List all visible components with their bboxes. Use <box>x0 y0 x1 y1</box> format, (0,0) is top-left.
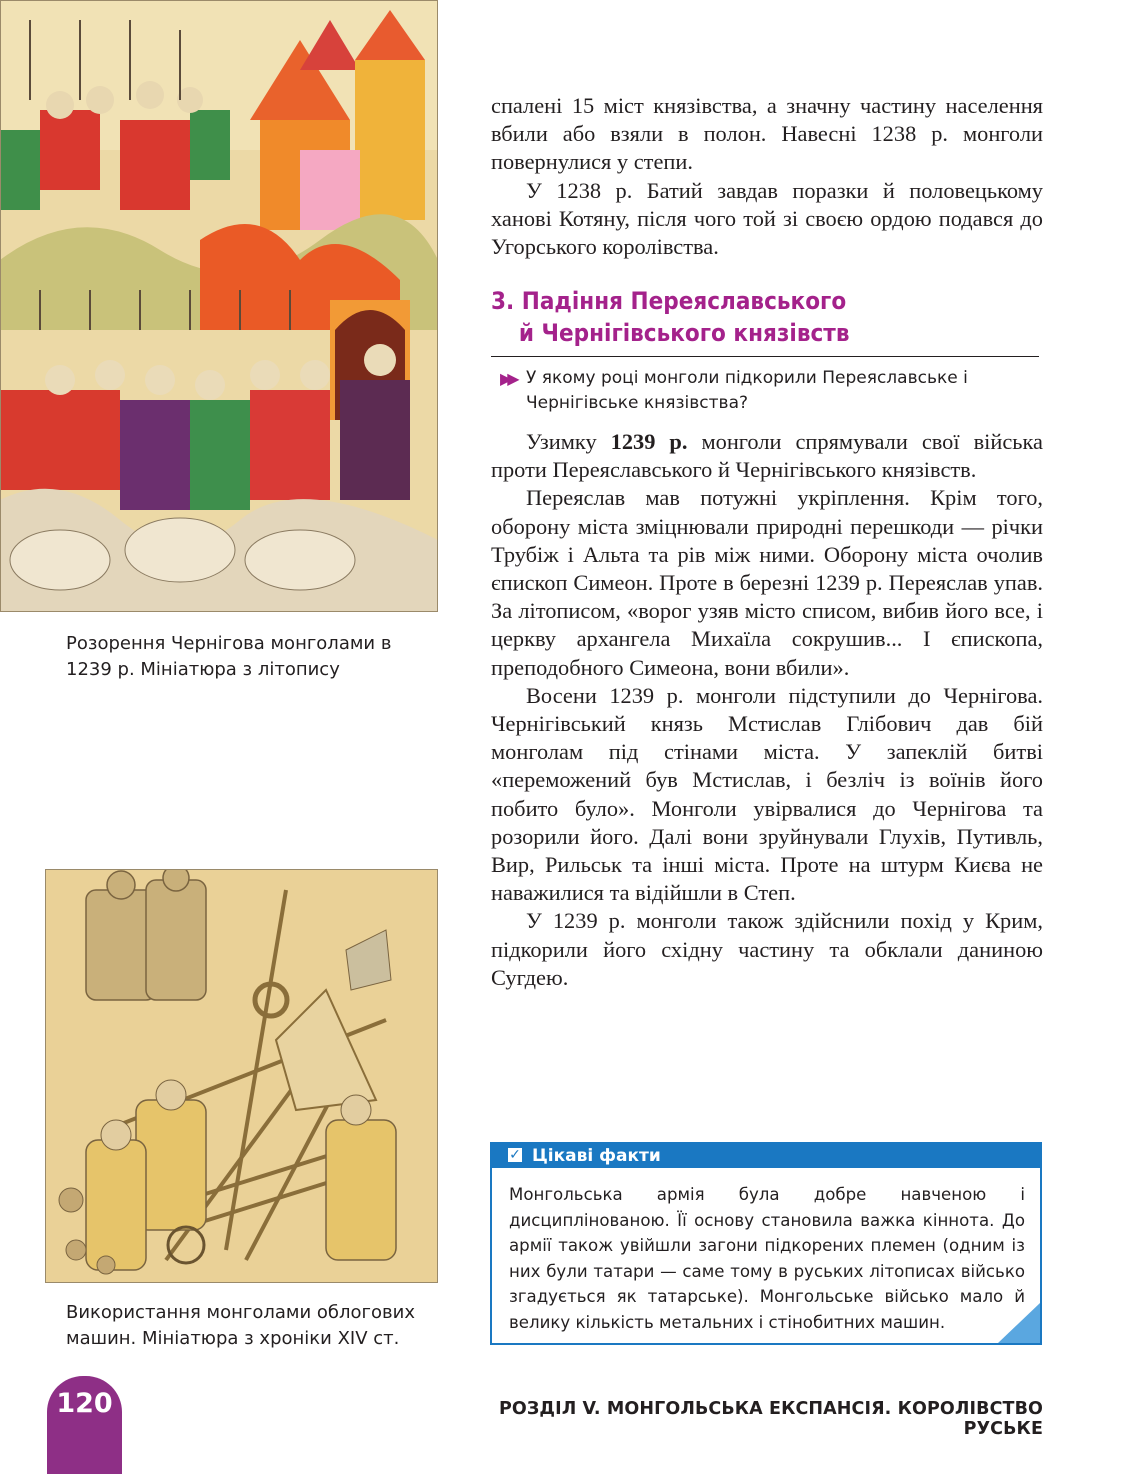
double-arrow-icon: ▶▶ <box>500 369 515 388</box>
paragraph: Узимку 1239 р. монголи спрямували свої війська проти Переяславського й Чернігівського князівств. <box>491 429 1043 483</box>
checkbox-icon: ✓ <box>509 1147 521 1163</box>
section-title-line1: Падіння Переяславського <box>521 287 847 315</box>
bold-year: 1239 р. <box>610 429 688 454</box>
section-question <box>500 366 1020 416</box>
interesting-facts-box <box>490 1142 1042 1345</box>
paragraph: спалені 15 міст князівства, а значну частину населення вбили або взяли в полон. Навесні 1238 р. монголи повернулися у степи. <box>491 93 1043 175</box>
image-caption-1: Розорення Чернігова монголами в 1239 р. Мініатюра з літопису <box>66 633 392 680</box>
miniature-image-chernihiv <box>0 0 438 612</box>
paragraph: У 1238 р. Батий завдав поразки й половецькому ханові Котяну, після чого той зі своєю ордою подався до Угорського королівства. <box>491 177 1043 260</box>
section-title-line2: й Чернігівського князівств <box>518 319 850 347</box>
section-heading <box>491 285 988 349</box>
facts-text: Монгольська армія була добре навченою і дисциплінованою. Її основу становила важка кіннота. До армії також увійшли загони підкорених племен (одним із них були татари — саме тому в руських літописах військо згадується як татарське). Монгольське військо мало й велику кількість метальних і стінобитних машин. <box>509 1185 1025 1332</box>
running-footer: РОЗДІЛ V. МОНГОЛЬСЬКА ЕКСПАНСІЯ. КОРОЛІВСТВО РУСЬКЕ <box>498 1399 1043 1439</box>
miniature-image-siege-machines <box>45 869 438 1283</box>
corner-triangle-decoration <box>998 1303 1040 1343</box>
paragraph: Восени 1239 р. монголи підступили до Чернігова. Чернігівський князь Мстислав Глібович дав бій монголам під стінами міста. У запеклій битві «переможений був Мстислав, і безліч із воїнів його побито було». Монголи увірвалися до Чернігова та розорили його. Далі вони зруйнували Глухів, Путивль, Вир, Рильськ та інші міста. Проте на штурм Києва не наважилися та відійшли в Степ. <box>491 682 1043 906</box>
question-text: У якому році монголи підкорили Переяславське і Чернігівське князівства? <box>526 368 968 413</box>
section-number: 3. <box>491 287 515 315</box>
heading-divider <box>491 356 1039 357</box>
image-caption-2: Використання монголами облогових машин. Мініатюра з хроніки XIV ст. <box>66 1302 415 1349</box>
paragraph: Переяслав мав потужні укріплення. Крім того, оборону міста зміцнювали природні перешкоди — річки Трубіж і Альта та рів між ними. Оборону міста очолив єпископ Симеон. Проте в березні 1239 р. Переяслав упав. За літописом, «ворог узяв місто списом, вибив його все, і церкву архангела Михаїла сокрушив... І єпископа, преподобного Симеона, вони вбили». <box>491 485 1043 680</box>
text-block-top <box>491 92 1043 261</box>
page-number: 120 <box>47 1376 122 1474</box>
text-block-main <box>491 428 1043 992</box>
facts-header <box>492 1144 1040 1168</box>
facts-title: Цікаві факти <box>532 1146 661 1166</box>
paragraph: У 1239 р. монголи також здійснили похід у Крим, підкорили його східну частину та обклали даниною Сугдею. <box>491 908 1043 990</box>
